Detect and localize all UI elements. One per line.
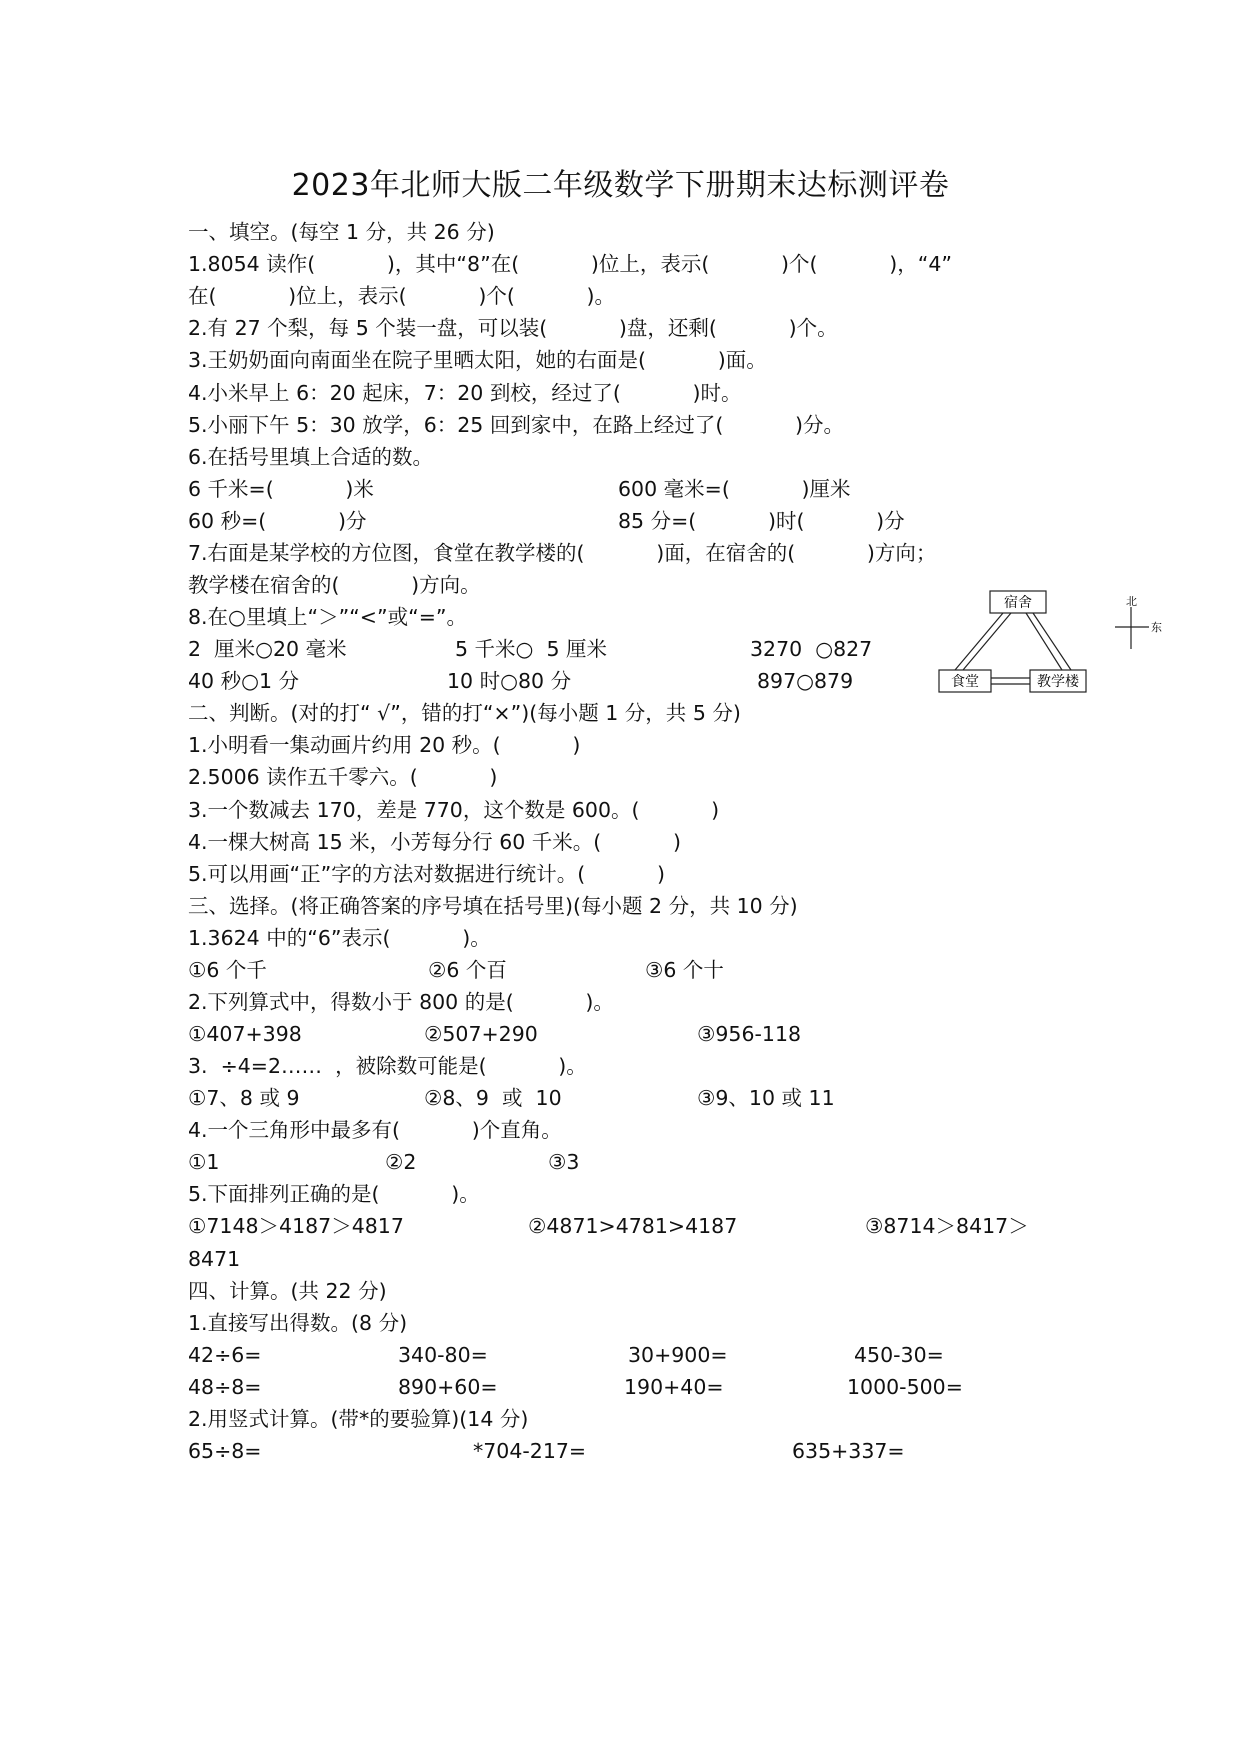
s2-item: 5.可以用画“正”字的方法对数据进行统计。( ) [188,862,665,886]
s1-q8: 8.在○里填上“＞”“<”或“=”。 [188,605,468,629]
s1-q4: 4.小米早上 6：20 起床，7：20 到校，经过了( )时。 [188,381,742,405]
road-line [1026,613,1062,670]
s3-option: ②4871>4781>4187 [528,1214,738,1238]
s1-q8-item: 10 时○80 分 [447,669,572,693]
s3-q4: 4.一个三角形中最多有( )个直角。 [188,1118,562,1142]
s1-q6: 6.在括号里填上合适的数。 [188,445,434,469]
s1-q8-item: 897○879 [757,669,854,693]
s1-q8-item: 40 秒○1 分 [188,669,300,693]
s3-option: ②2 [385,1150,417,1174]
s3-q1: 1.3624 中的“6”表示( )。 [188,926,491,950]
s3-q5: 5.下面排列正确的是( )。 [188,1182,480,1206]
s3-option: ①1 [188,1150,220,1174]
s4-expression: 65÷8= [188,1439,262,1463]
s3-option: ①407+398 [188,1022,302,1046]
s1-q2: 2.有 27 个梨，每 5 个装一盘，可以装( )盘，还剩( )个。 [188,316,838,340]
s4-expression: 635+337= [792,1439,905,1463]
s4-q2: 2.用竖式计算。(带*的要验算)(14 分) [188,1407,529,1431]
s3-option: ②8、9 或 10 [424,1086,562,1110]
s1-q3: 3.王奶奶面向南面坐在院子里晒太阳，她的右面是( )面。 [188,348,767,372]
s3-option: ③3 [548,1150,580,1174]
s1-q8-item: 2 厘米○20 毫米 [188,637,347,661]
s1-q6-item: 600 毫米=( )厘米 [618,477,851,501]
s2-item: 4.一棵大树高 15 米，小芳每分行 60 千米。( ) [188,830,681,854]
s4-expression: 48÷8= [188,1375,262,1399]
s2-item: 1.小明看一集动画片约用 20 秒。( ) [188,733,581,757]
s4-expression: 190+40= [624,1375,724,1399]
s4-expression: 42÷6= [188,1343,262,1367]
section3-heading: 三、选择。(将正确答案的序号填在括号里)(每小题 2 分，共 10 分) [188,894,798,918]
s1-q8-item: 3270 ○827 [750,637,873,661]
s3-option: ①6 个千 [188,958,267,982]
s3-q3: 3. ÷4=2…… ，被除数可能是( )。 [188,1054,587,1078]
s4-q1: 1.直接写出得数。(8 分) [188,1311,408,1335]
s3-q2: 2.下列算式中，得数小于 800 的是( )。 [188,990,614,1014]
s3-option: ③9、10 或 11 [697,1086,835,1110]
s1-q6-item: 85 分=( )时( )分 [618,509,905,533]
road-line [963,613,1011,670]
s1-q5: 5.小丽下午 5：30 放学，6：25 回到家中，在路上经过了( )分。 [188,413,845,437]
s3-option: ③8714＞8417＞ [865,1214,1029,1238]
north-label: 北 [1126,595,1137,608]
s4-expression: 450-30= [854,1343,944,1367]
section1-heading: 一、填空。(每空 1 分，共 26 分) [188,220,495,244]
s3-option: ①7、8 或 9 [188,1086,300,1110]
dorm-label: 宿舍 [1004,595,1032,611]
direction-map-diagram [935,585,1180,705]
s4-expression: *704-217= [473,1439,587,1463]
s1-q1-line2: 在( )位上，表示( )个( )。 [188,284,616,308]
s3-option: ③956-118 [697,1022,802,1046]
s1-q1-line1: 1.8054 读作( )，其中“8”在( )位上，表示( )个( )，“4” [188,252,953,276]
east-label: 东 [1151,621,1162,634]
s4-expression: 1000-500= [847,1375,963,1399]
section2-heading: 二、判断。(对的打“ √”，错的打“×”)(每小题 1 分，共 5 分) [188,701,741,725]
building-label: 教学楼 [1037,674,1079,690]
s2-item: 3.一个数减去 170，差是 770，这个数是 600。( ) [188,798,720,822]
s3-option: ①7148＞4187＞4817 [188,1214,404,1238]
canteen-label: 食堂 [951,674,979,690]
road-line [1033,613,1071,670]
s1-q8-item: 5 千米○ 5 厘米 [455,637,608,661]
s4-expression: 340-80= [398,1343,488,1367]
s3-option: ③6 个十 [645,958,724,982]
s1-q7-line2: 教学楼在宿舍的( )方向。 [188,573,481,597]
s3-option: ②6 个百 [428,958,507,982]
s3-q5-continuation: 8471 [188,1247,241,1271]
page-title: 2023年北师大版二年级数学下册期末达标测评卷 [291,168,950,203]
s1-q6-item: 60 秒=( )分 [188,509,367,533]
s1-q7-line1: 7.右面是某学校的方位图，食堂在教学楼的( )面，在宿舍的( )方向； [188,541,937,565]
section4-heading: 四、计算。(共 22 分) [188,1279,387,1303]
s1-q6-item: 6 千米=( )米 [188,477,374,501]
s2-item: 2.5006 读作五千零六。( ) [188,765,498,789]
s4-expression: 890+60= [398,1375,498,1399]
s4-expression: 30+900= [628,1343,728,1367]
s3-option: ②507+290 [424,1022,538,1046]
road-line [955,613,1003,670]
